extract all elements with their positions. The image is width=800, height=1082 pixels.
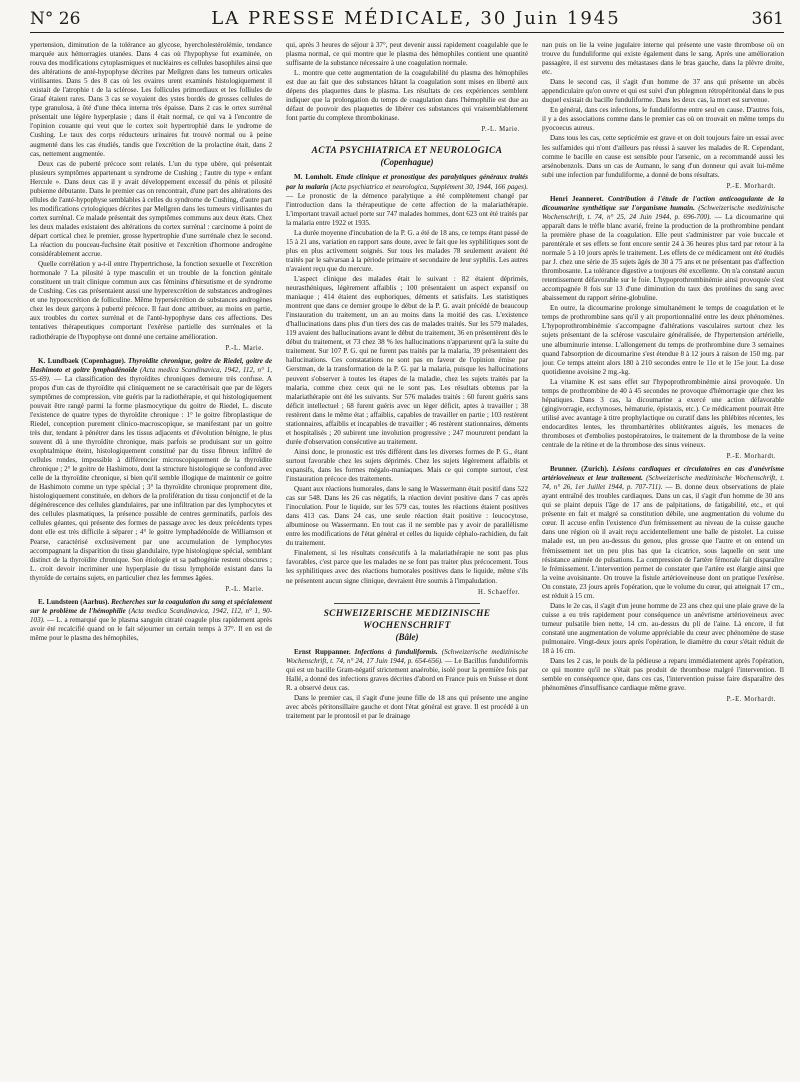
abstract-place: (Aarhus). [80,597,110,606]
abstract-heading [286,173,528,227]
abstract-place: (Zurich). [581,465,609,474]
abstract-reference: (Acta medica Scandinavica, 1942, 112, n° 1, 55-69). [30,365,272,383]
abstract-reference: (Acta psychiatrica et neurologica, Supplément 30, 1944, 166 pages). [330,182,528,191]
abstract-title: Infections à funduliformis. [354,647,438,656]
abstract-reference: (Schweizerische medizinische Wochenschrift, t. 74, n° 26, 1er Juillet 1944, p. 707-711). [542,474,784,492]
paragraph: En général, dans ces infections, le funduliforme entre seul en cause. D'autres fois, il y a des associations comme dans le premier cas où on trouvait en même temps du pyocoecus aureus. [542,106,784,133]
section-title: ACTA PSYCHIATRICA ET NEUROLOGICA [311,146,503,157]
column-right [542,41,784,1069]
paragraph: qui, après 3 heures de séjour à 37°, peut devenir aussi rapidement coagulable que le plasma normal, ce qui montre que le plasma des hémophiles contient une quantité suffisante de la substance nécessaire à une coagulation normale. [286,41,528,68]
paragraph: Quant aux réactions humorales, dans le sang le Wassermann était positif dans 522 cas sur 548. Dans les 26 cas négatifs, la réaction devint positive dans 7 cas après l'inoculation. Pour le liquide, sur les 579 cas, toutes les réactions étaient positives dans 413 cas. Dans 24 cas, une seule réaction était positive : leucocytose, albuminose ou Wassermann. En tout cas il ne semble pas y avoir de parallélisme entre les modifications de l'état général et celles du liquide céphalo-rachidien, du fait du traitement. [286,485,528,548]
paragraph: Dans le second cas, il s'agit d'un homme de 37 ans qui présente un abcès appendiculaire qu'on ouvre et qui est suivi d'un phlegmon rétropéritonéal dans le pus duquel existait du bacille funduliforme. Dans les deux cas, la mort est survenue. [542,78,784,105]
abstract-heading [30,357,272,583]
paragraph: L. montre que cette augmentation de la coagulabilité du plasma des hémophiles est due au fait que des substances hâtant la coagulation sont mises en liberté aux dépens des plaquettes dans le plasma. Les résultats de ces expériences semblent indiquer que la prolongation du temps de coagulation dans l'hémophilie est due au défaut de pouvoir des plaquettes de libérer ces substances qui vraisemblablement font partie du complexe thrombokinase. [286,69,528,123]
text-columns [30,41,784,1069]
abstract-title: Thyroïdite chronique, goitre de Riedel, goitre de Hashimoto et goitre lymphadénoïde [30,356,272,374]
abstract-title: Contribution à l'étude de l'action anticoagulante de la dicoumarine synthétique sur l'organisme humain. [542,194,784,212]
paragraph: Dans les 2 cas, le pouls de la pédieuse a reparu immédiatement après l'opération, ce qui montre qu'il ne s'était pas produit de thrombose malgré l'intervention. Il semble en conséquence que, dans ces cas, l'intervention puisse faire disparaître des phénomènes d'insuffisance cardiaque même grave. [542,657,784,693]
paragraph: nan puis on lie la veine jugulaire interne qui présente une vaste thrombose où on trouve du funduliforme qui existe également dans le sang. Après une amélioration passagère, il est survenu des métastases dans le bras gauche, dans la plèvre droite, etc. [542,41,784,77]
abstract-reference: (Schweizerische medizinische Wochenschrift, t. 74, n° 24, 17 Juin 1944, p. 654-656). [286,647,528,665]
abstract-title: Recherches sur la coagulation du sang et spécialement sur le problème de l'hémophilie [30,597,272,615]
section-city: (Bâle) [395,631,419,642]
author-signature: P.-L. Marie. [225,585,264,593]
paragraph: Quelle corrélation y a-t-il entre l'hypertrichose, la fonction sexuelle et l'excrétion hormonale ? La pilosité à type masculin et un trouble de la fonction génitale constituent un trait clinique commun aux cas féminins d'hirsutisme et de syndrome de Cushing. Ces cas présentaient aussi une hyperexcrétion de substances androgènes et une hypoexcrétion de folliculine. Même hypersécrétion de substances androgènes chez les deux garçons à puberté précoce. Il faut donc attribuer, au moins en partie, aux troubles du cortex surrénal et de l'anté-hypophyse dans ces affections. Des tentatives thérapeutiques comportant l'exérèse partielle des surrénales et la radiothérapie de l'hypophyse ont donné une certaine amélioration. [30,260,272,341]
column-middle [286,41,528,1069]
paragraph: L'aspect clinique des malades était le suivant : 82 étaient déprimés, neurasthéniques, légèrement affaiblis ; 100 présentaient un aspect expansif ou maniaque ; 414 étaient des euphoriques, déments et satisfaits. Les statistiques montrent que dans ce dernier groupe le début de la P. G. avait précédé de beaucoup l'instauration du traitement, un an au moins dans la moitié des cas. L'existence d'hallucinations dans plus d'un tiers des cas de malades traités. Sur les 579 malades, 119 avaient des hallucinations avant le début du traitement, 36 en présentèrent dès le début du traitement, et 73 chez 38 % les hallucinations n'apparurent qu'à la suite du traitement. Sur 107 P. G. qui ne furent pas traités par la malaria, 39 présentaient des hallucinations. Ces constatations ne sont pas en faveur de l'opinion émise par Gerstman, de la transformation de la P. G. par la malaria, puisque les hallucinations peuvent s'observer à toutes les étapes de la maladie, chez les sujets traités par la malaria, comme chez ceux qui ne le sont pas. Les résultats obtenus par la malariathérapie ont été les suivants. Sur 576 malades traités : 60 furent guéris sans déficit intellectuel ; 68 furent guéris avec un léger déficit, aptes à travailler ; 38 restèrent dans le même état ; affaiblis, capables de travailler en partie ; 103 restèrent stationnaires, affaiblis et incapables de travailler ; 46 restèrent stationnaires, déments et hospitalisés ; 20 subirent une involution progressive ; 247 moururent pendant la durée d'observation consécutive au traitement. [286,274,528,446]
abstract-place: (Copenhague). [81,356,126,365]
paragraph: Finalement, si les résultats consécutifs à la malariathérapie ne sont pas plus favorables, c'est parce que les malades ne se font pas traiter plus précocement. Tous les syphilitiques avec des réactions humorales positives dans le liquide, même s'ils ne présentent aucun signe clinique, devraient être soumis à l'impaludation. [286,549,528,585]
author-signature: P.-L. Marie. [225,344,264,352]
abstract-author: E. Lundsteen [38,597,79,606]
author-signature: P.-E. Morhardt. [726,182,776,190]
abstract-heading [542,465,784,601]
abstract-title: Lésions cardiaques et circulatoires en cas d'anévrisme artérioveineux et leur traitement. [542,465,784,483]
author-signature: H. Schaeffer. [477,588,520,596]
abstract-heading [542,195,784,304]
abstract-author: Ernst Ruppanner. [294,647,351,656]
abstract-title: Etude clinique et pronostique des paralytiques généraux traités par la malaria [286,173,528,191]
paragraph: La durée moyenne d'incubation de la P. G. a été de 18 ans, ce temps étant passé de 15 à 21 ans, variation en rapport sans doute, avec le fait que les syphilitiques sont de plus en plus activement soignés. Sur tous les malades 78 seulement avaient été traités par le salvarsan à la période primaire et secondaire de leur syphilis. Les autres n'avaient reçu que du mercure. [286,228,528,273]
paragraph: ypertension, diminution de la tolérance au glycose, hyercholestérolémie, tendance marquée aux hémorragies utanées. Dans 4 cas où l'hypophyse fut examinée, on rouva des modifications cytoplasmiques et nucléaires es cellules basophiles ainsi que des altérations de anté-hypophyse décrites par Mellgren dans les tumeurs orticales virilisantes. Dans 5 des 8 cas où les ovaires urent examinés histologiquement il existait de l'atrophie t de la sclérose. Les follicules primordiaux et les folliules de Graaf étaient rares. Dans 3 cas se voyaient des ystes bordés de grosses cellules de type granulosa, à ôté d'une thèca interna très épaisse. Dans 2 cas le ortex surrénal présentait une légère hyperplasie ; dans il était normal, ce qui va à l'encontre de l'opinion couante qui veut que le cortex soit hypertrophié dans le yndrome de Cushing. Le taux des corps réducteurs urinaires fut trouvé normal ou à peine augmenté dans les cas étudiés, tandis que l'excrétion de la prolactine était, dans 2 cas, nettement augmentée. [30,41,272,158]
abstract-body: — L. a remarqué que le plasma sanguin citraté coagule plus rapidement après avoir été recalcifié quand on le fait séjourner un certain temps à 37°. Il en est de même pour le plasma des hémophiles, [30,615,272,642]
section-divider [334,140,479,141]
abstract-heading [286,648,528,693]
author-signature: P.-L. Marie. [481,126,520,134]
journal-title: LA PRESSE MÉDICALE, 30 Juin 1945 [211,8,621,29]
paragraph: En outre, la dicoumarine prolonge simultanément le temps de coagulation et le temps de prothrombine sans qu'il y ait proportionnalité entre les deux phénomènes. L'hypoprothrombinémie s'accompagne d'altérations vasculaires surtout chez les sujets présentant de la sclérose vasculaire généralisée, de l'hypertension artérielle, une albuminurie intense. L'allongement du temps de prothrombine dure 3 semaines quand l'absorption de dicoumarine s'est étendue 8 à 12 jours à raison de 150 mg. par jour. Ce temps atteint alors 180 à 210 secondes entre le 11e et le 15e jour. La dose quotidienne avoisine 2 mg.-kg. [542,304,784,376]
author-signature: P.-E. Morhardt. [726,453,776,461]
paragraph: Dans le 2e cas, il s'agit d'un jeune homme de 23 ans chez qui une plaie grave de la cuisse a eu très rapidement pour conséquence un anévrisme artérioveineux avec tumeur pulsatile bien nette, 14 cm. au-dessus du pli de l'aine. Là encore, il fut constaté une augmentation de volume appréciable du cœur avec phénomène de stase pulmonaire. Vingt-deux jours après l'opération, le diamètre du cœur s'était réduit de 18 à 16 cm. [542,601,784,656]
paragraph: Dans tous les cas, cette septicémie est grave et on doit toujours faire un essai avec les sulfamides qui n'ont d'ailleurs pas réussi à sauver les malades de R. Cependant, comme le bacille en cause est sensible pour l'arsenic, on a recommandé aussi les arsénobenzols. Dans un cas de Aumann, le sang d'un donneur qui avait lui-même subi une infection par funduliforme, a donné de bons résultats. [542,134,784,179]
section-divider [334,603,479,604]
section-city: (Copenhague) [380,157,434,168]
abstract-body: — La dicoumarine qui apparaît dans le trèfle blanc avarié, freine la production de la prothrombine pendant la première phase de la coagulation. Elle peut s'administrer par voie buccale et parentérale et ses effets se font encore sentir 24 à 36 heures plus tard par retour à la normale 5 à 10 jours après le traitement. Les effets de ce médicament ont été étudiés par J. chez une série de 35 sujets âgés de 30 à 75 ans et ne présentant pas d'affection thrombosante. La tolérance digestive a toujours été excellente. On n'a constaté aucun retentissement défavorable sur le foie. L'hypoprothrombinémie ainsi provoquée s'est accompagnée 8 fois sur 13 d'une diminution du taux des protéines du sang avec abaissement du rapport sérine-globuline. [542,212,784,303]
abstract-author: K. Lundbaek [38,356,79,365]
abstract-reference: (Schweizerische medizinische Wochenschrift, t. 74, n° 25, 24 Juin 1944, p. 696-700). [542,203,784,221]
issue-number: N° 26 [30,9,81,29]
author-signature: P.-E. Morhardt. [726,696,776,704]
abstract-body: — B. donne deux observations de plaie ayant entraîné des troubles cardiaques. Dans un cas, il s'agit d'un homme de 30 ans qui se plaint depuis l'âge de 17 ans de palpitations, de fatigabilité, etc., et qui présente en fait et malgré sa constitution débile, une augmentation du volume du cœur. Il accuse enfin l'existence d'un frémissement au niveau de la cuisse gauche dans une région où il avait reçu accidentellement une balle de pistolet. La cuisse malade est, un peu au-dessus du genou, plus grosse que l'autre et on entend un frémissement net un peu plus bas que la cicatrice, sous laquelle on sent une résistance animée de pulsations. La compression de l'artère fémorale fait disparaître le frémissement. L'intervention permet de constater que l'artère est élargie ainsi que la veine avoisinante. On trouve la fistule artérioveineuse dont on pratique l'exérèse. On constate, 23 jours après l'opération, que le volume du cœur, qui atteignait 17 cm., est réduit à 15 cm. [542,483,784,600]
abstract-heading [30,598,272,643]
abstract-author: M. Lomholt. [294,173,334,182]
abstract-body: — La classification des thyroïdites chroniques demeure très confuse. A propos d'un cas de thyroïdite qui cliniquement ne se caractérisait que par de légers symptômes de compression, vite guéris par la radiothérapie, et qui histologiquement pouvait être rangé parmi la forme plasmocytique du goitre de Riedel, L. discute l'existence de quatre types de thyroïdite chronique : 1° le goitre fibroplastique de Riedel, conception purement clinico-macroscopique, se manifestant par un goitre très dur, tendant à pénétrer dans les tissus adjacents et d'évolution bénigne, le plus souvent dû à une thyroïdite chronique, mais parfois se produisant sur un goitre exophtalmique éteint, histologiquement constitué par du tissu fibreux infiltré de cellules rondes, impossible à différencier microscopiquement de la thyroïdite chronique ; 2° le goitre de Hashimoto, dont la structure histologique se confond avec celle de la thyroïdite chronique, si bien qu'il semble illogique de maintenir ce goitre de Hashimoto comme un type spécial ; 3° la thyroïdite chronique proprement dite, histologiquement constituée, en dehors de la prolifération du tissu conjonctif et de la dégénérescence des cellules glandulaires, par une infiltration par des lymphocytes et des cellules plasmatiques, la présence possible de centres germinatifs, parfois des cellules géantes, qui présente des formes de passage avec les deux précédents types dont elle est très difficile à séparer ; 4° le goitre lymphadénoïde de Williamson et Pearse, caractérisé exclusivement par une accumulation de lymphocytes accompagnant la disparition du tissu glandulaire, type histologique spécial, semblant distinct de la thyroïdite chronique. Son étiologie et sa pathogénie restent obscures ; L. croit devoir incriminer une hyperplasie du tissu lymphoïde existant dans la thyroïde de certains sujets, en particulier chez les femmes âgées. [30,374,272,582]
abstract-body: — Le Bacillus funduliformis qui est un bacille Gram-négatif strictement anaérobie, isolé pour la première fois par Hallé, a donné des infections graves décrites d'abord en France puis en Suisse et dont R. a observé deux cas. [286,656,528,692]
abstract-author: Brunner. [550,465,578,474]
paragraph: La vitamine K est sans effet sur l'hypoprothrombinémie ainsi provoquée. Un temps de prothrombine de 40 à 45 secondes ne provoque d'hémorragie que chez les hépatiques. Dans 3 cas, la dicoumarine a exercé une action défavorable (gingivorragie, ecchymoses, hématurie, épistaxis, etc.). Ce médicament pourrait être utilisé avec avantage à titre prophylactique ou curatif dans les phlébites récentes, les endocardites lentes, les thrombartérites oblitérantes aiguës, les menaces de thromboses et d'embolies postopératoires, le traitement de la thrombose de la veine centrale de la rétine et de la thrombose des sinus veineux. [542,377,784,450]
paragraph: Deux cas de puberté précoce sont relatés. L'un du type ubère, qui présentait plusieurs symptômes appartenant u syndrome de Cushing ; l'autre du type « enfant Hercule ». Dans deux cas il y avait développement excessif du pénis et pilosité pubienne débutante. Dans le premier cas on rencontrait, d'une part des altérations des ellules de l'anté-hypophyse semblables à celles du syndrome de Cushing, d'autre part les modifications cytologiques décrites par Mellgren dans les tumeurs virilisantes du cortex surrénal. Ce malade présentait des symptômes communs aux deux états. Chez les deux malades existaient des altérations du cortex surrénal : carcinome à point de départ cortical chez le premier, grosse hypertrophie d'une surrénale chez le second. La réaction du pouceau-fuchsine était positive et l'excrétion d'hormone androgène considérablement accrue. [30,159,272,259]
abstract-reference: (Acta medica Scandinavica, 1942, 112, n° 1, 90-103). [30,606,272,624]
column-left [30,41,272,1069]
section-title: SCHWEIZERISCHE MEDIZINISCHE WOCHENSCHRIFT [323,608,491,631]
abstract-body: — Le pronostic de la démence paralytique a été complètement changé par l'introduction dans la thérapeutique de cette affection de la malariathérapie. L'important travail actuel porte sur 747 malades hommes, dont 623 ont été traités par la malaria entre 1922 et 1935. [286,191,528,227]
page-header [30,8,784,33]
abstract-author: Henri Jeanneret. [550,194,604,203]
paragraph: Ainsi donc, le pronostic est très différent dans les diverses formes de P. G., étant surtout favorable chez les sujets déprimés. Chez les sujets légèrement affaiblis et expansifs, dans les formes mégalo-maniaques. Mais ce qui compte surtout, c'est l'instauration précoce des traitements. [286,447,528,484]
paragraph: Dans le premier cas, il s'agit d'une jeune fille de 18 ans qui présente une angine avec abcès péritonsillaire gauche et dont l'état général est grave. Il est procédé à un traitement par le prontosil et par le drainage [286,693,528,720]
page-number: 361 [751,9,784,29]
